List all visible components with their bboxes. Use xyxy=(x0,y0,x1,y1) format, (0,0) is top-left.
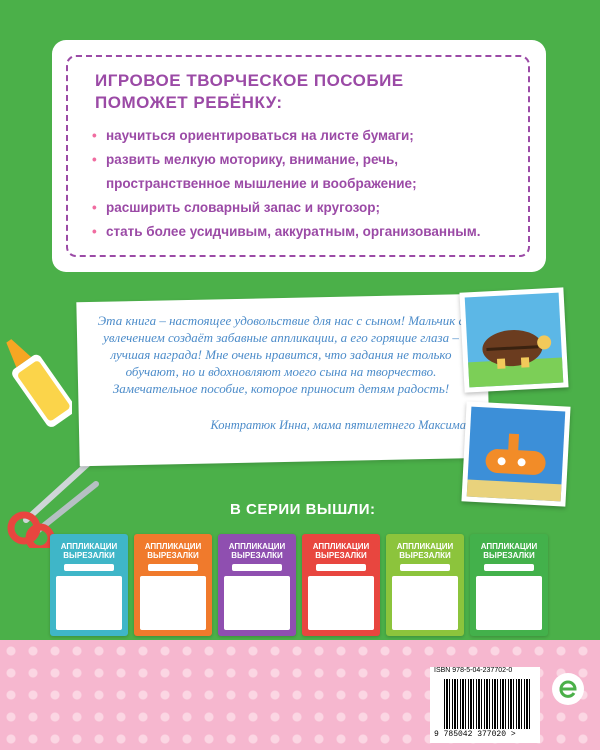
heading-line-2: ПОМОЖЕТ РЕБЁНКУ: xyxy=(95,93,283,112)
octopus-illustration xyxy=(308,576,374,630)
fish-illustration xyxy=(140,576,206,630)
glue-bottle-icon xyxy=(0,318,72,438)
barcode-bars xyxy=(444,679,530,729)
bullet-icon: • xyxy=(92,152,97,167)
bullet-icon: • xyxy=(92,224,97,239)
testimonial-signature: Контратюк Инна, мама пятилетнего Максима xyxy=(210,418,466,432)
book-cover: АППЛИКАЦИИ ВЫРЕЗАЛКИ xyxy=(470,534,548,636)
bullet-icon: • xyxy=(92,200,97,215)
clown-illustration xyxy=(224,576,290,630)
series-books xyxy=(50,534,550,642)
list-item: • стать более усидчивым, аккуратным, организованным. xyxy=(92,220,522,244)
series-title: В СЕРИИ ВЫШЛИ: xyxy=(230,501,376,518)
benefits-list xyxy=(92,124,522,244)
cat-illustration xyxy=(56,576,122,630)
turtle-craft-image xyxy=(459,287,568,392)
list-item: • расширить словарный запас и кругозор; xyxy=(92,196,522,220)
heading-line-1: ИГРОВОЕ ТВОРЧЕСКОЕ ПОСОБИЕ xyxy=(95,71,404,90)
panda-illustration xyxy=(392,576,458,630)
book-cover: АППЛИКАЦИИ ВЫРЕЗАЛКИ xyxy=(302,534,380,636)
intro-heading xyxy=(95,70,515,114)
publisher-logo-icon xyxy=(551,672,585,706)
list-item-continuation: пространственное мышление и воображение; xyxy=(106,176,417,191)
book-cover: АППЛИКАЦИИ ВЫРЕЗАЛКИ xyxy=(386,534,464,636)
isbn-text: ISBN 978-5-04-237702-0 xyxy=(434,667,513,674)
list-item: • развить мелкую моторику, внимание, речь, xyxy=(92,148,522,172)
list-item: • научиться ориентироваться на листе бумаги; xyxy=(92,124,522,148)
bullet-icon: • xyxy=(92,128,97,143)
book-cover: АППЛИКАЦИИ ВЫРЕЗАЛКИ xyxy=(50,534,128,636)
book-cover: АППЛИКАЦИИ ВЫРЕЗАЛКИ xyxy=(134,534,212,636)
barcode-number: 9 785042 377020 > xyxy=(434,730,516,739)
submarine-craft-image xyxy=(461,401,570,506)
book-cover: АППЛИКАЦИИ ВЫРЕЗАЛКИ xyxy=(218,534,296,636)
testimonial-text: Эта книга – настоящее удовольствие для нас с сыном! Мальчик с увлечением создаёт забавные аппликации, а его горящие глаза – лучшая награда! Мне очень нравится, что задания не только обучают, но и вдохновляют моего сына на творчество. Замечательное пособие, которое приносит детям радость! xyxy=(97,313,465,396)
tree-illustration xyxy=(476,576,542,630)
